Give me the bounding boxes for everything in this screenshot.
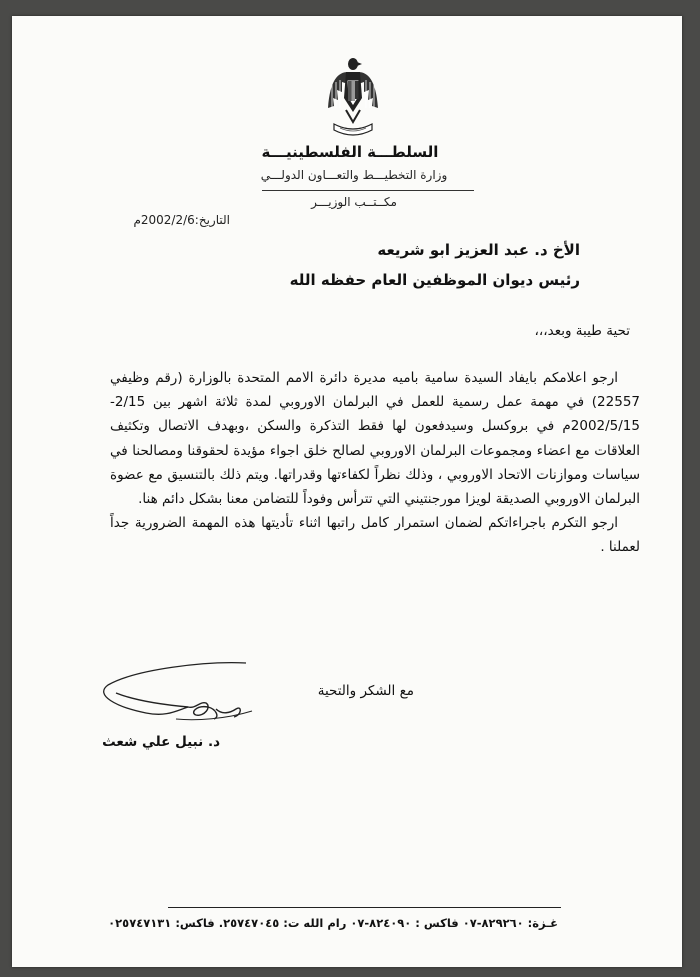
- authority-name: السلطـــة الفلسطينيـــة: [261, 143, 439, 161]
- footer-divider: [168, 907, 561, 908]
- palestinian-eagle-emblem-icon: [324, 50, 382, 138]
- handwritten-signature: [96, 657, 266, 737]
- body-paragraph-1: ارجو اعلامكم بايفاد السيدة سامية باميه مديرة دائرة الامم المتحدة بالوزارة (رقم وظيفي 22557) في مهمة عمل رسمية للعمل في البرلمان الاوروبي لمدة ثلاثة اشهر بين 2/15-2002/5/15م في بروكسل وسيدفعون لها فقط التذكرة والسكن ،وبهدف الاتصال وتكثيف العلاقات مع اعضاء ومجموعات البرلمان الاوروبي لصالح خلق اجواء مؤيدة لحقوقنا ومصالحنا في سياسات وموازنات الاتحاد الاوروبي ، وذلك نظراً لكفاءتها وقدراتها. ويتم ذلك بالتنسيق مع عضوة البرلمان الاوروبي الصديقة لويزا مورجنتيني التي تترأس وفوداً للتضامن معنا بشكل دائم هنا.: [110, 370, 640, 508]
- body-paragraph-2: ارجو التكرم باجراءاتكم لضمان استمرار كامل راتبها اثناء تأديتها هذه المهمة الضرورية جداً لعملنا .: [110, 515, 640, 556]
- footer-contacts: غـزة: ٨٢٩٢٦٠-٠٧ فاكس : ٨٢٤٠٩٠-٠٧ رام الله ت: ٢٥٧٤٧٠٤٥. فاكس: ٠٢٥٧٤٧١٣١: [108, 916, 558, 930]
- recipient-title: رئيس ديوان الموظفين العام حفظه الله: [289, 271, 580, 289]
- signatory-name: د. نبيل علي شعث: [102, 734, 220, 750]
- office-name: مكــتــب الوزيـــر: [311, 195, 397, 209]
- closing-salutation: مع الشكر والتحية: [317, 683, 414, 699]
- greeting: تحية طيبة وبعد،،،: [534, 323, 630, 339]
- ministry-name: وزارة التخطيـــط والتعـــاون الدولـــي: [260, 168, 448, 182]
- header-divider: [262, 190, 474, 191]
- letter-date: التاريخ:2002/2/6م: [133, 213, 230, 227]
- recipient-name: الأخ د. عبد العزيز ابو شريعه: [377, 241, 580, 259]
- letter-body: [110, 366, 640, 560]
